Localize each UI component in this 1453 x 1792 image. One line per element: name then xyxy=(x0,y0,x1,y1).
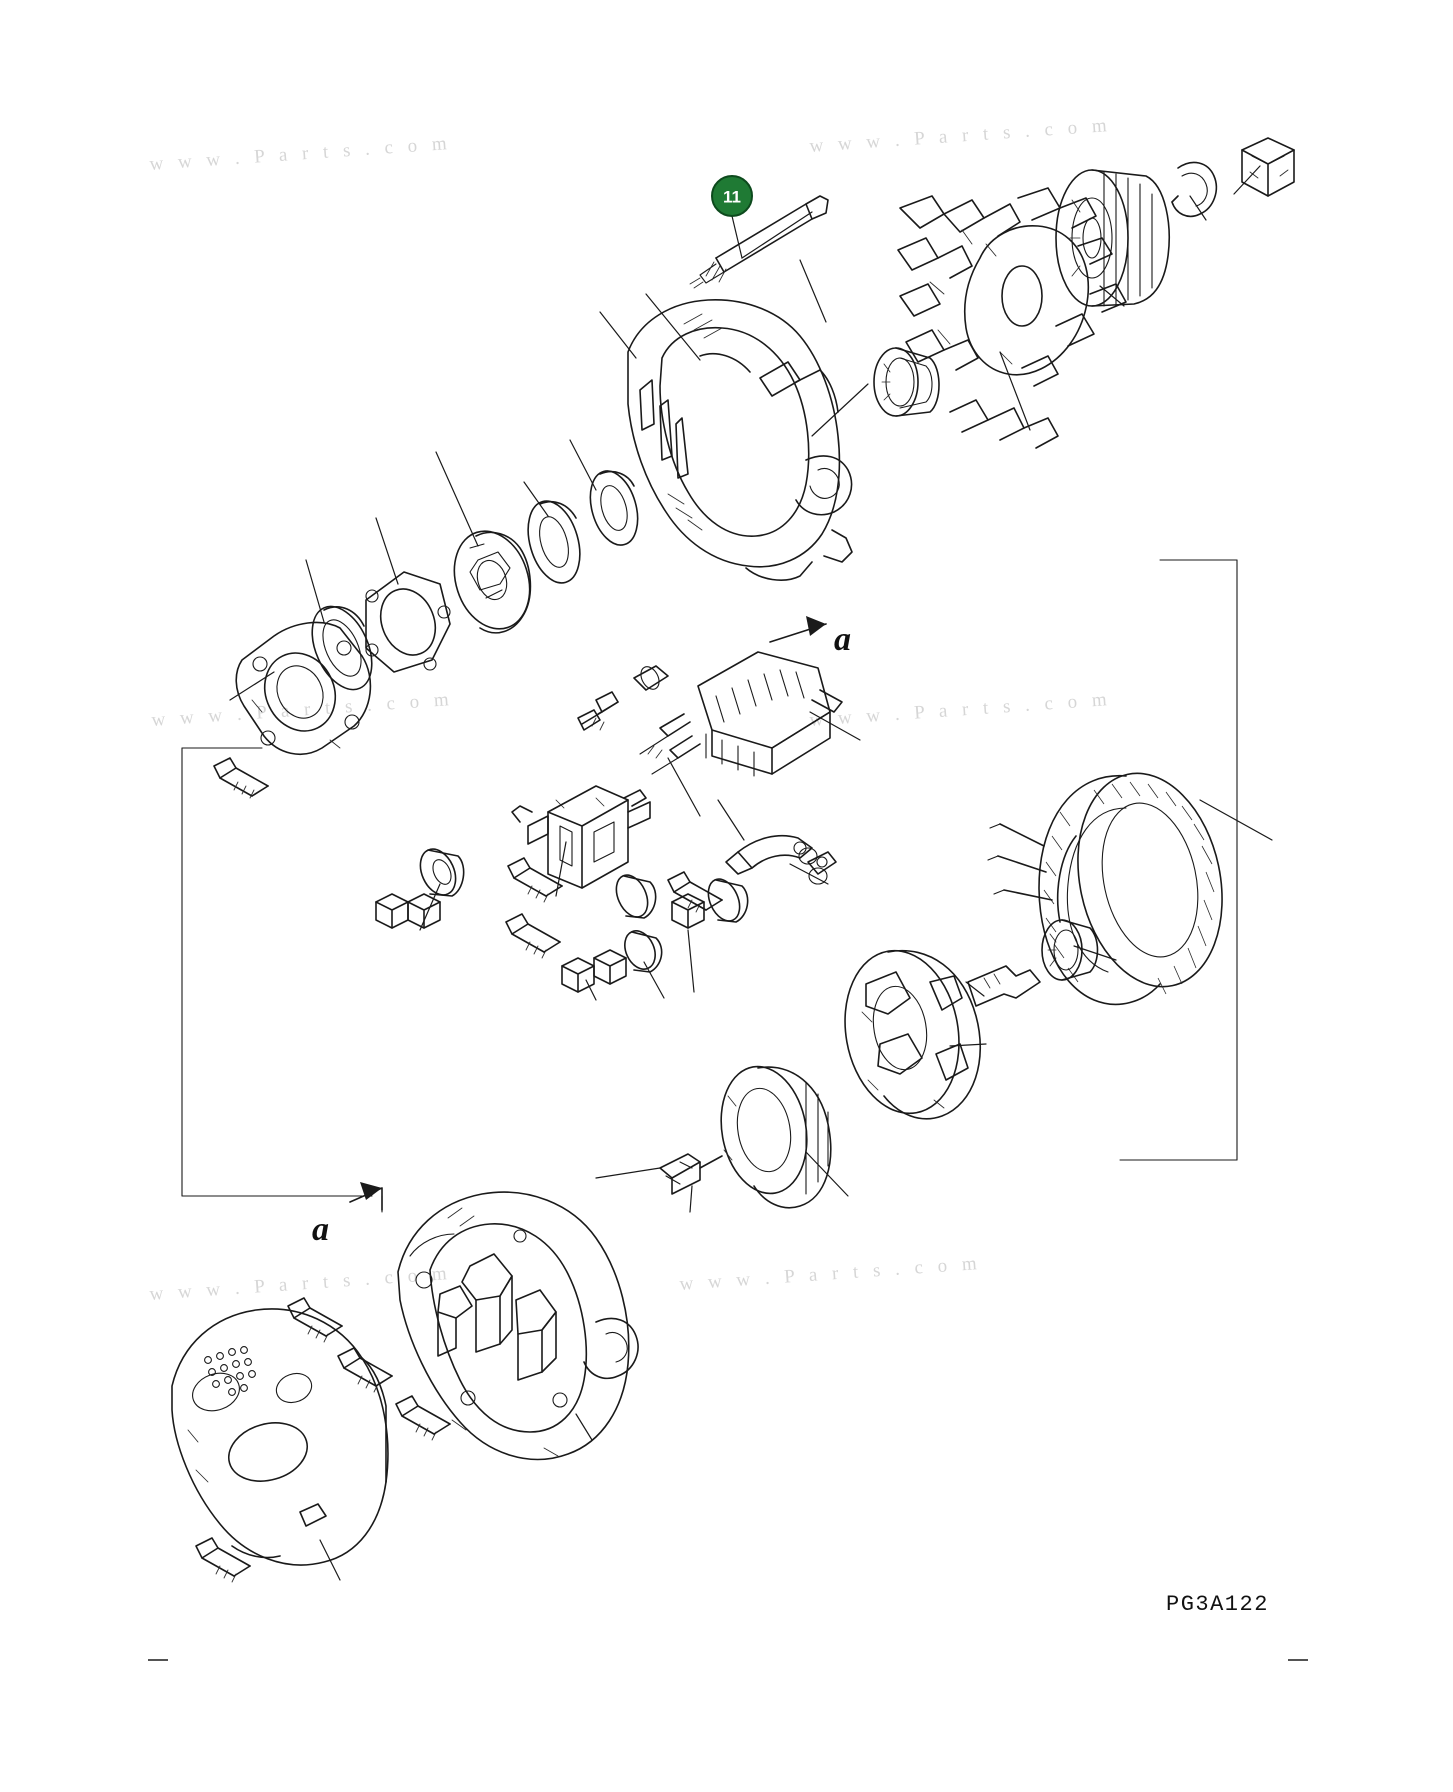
stator-assembly xyxy=(988,760,1241,1005)
figure-code: PG3A122 xyxy=(1166,1592,1269,1617)
drive-end-frame xyxy=(628,300,852,580)
section-label-a: a xyxy=(834,621,851,658)
through-bolt xyxy=(690,196,828,288)
section-label-a: a xyxy=(312,1211,329,1248)
watermark-text: w w w . P a r t s . c o m xyxy=(148,132,453,175)
plate-screws xyxy=(214,758,268,798)
slip-ring xyxy=(712,1060,831,1208)
leader-lines xyxy=(230,166,1272,1580)
brush-holder-assembly xyxy=(512,786,650,888)
lock-washer xyxy=(1172,162,1216,216)
rear-cover xyxy=(172,1309,388,1565)
pulley-nut xyxy=(1242,138,1294,196)
ball-bearing-front xyxy=(874,348,939,416)
rotor-assembly xyxy=(833,942,1040,1123)
callout-11[interactable] xyxy=(712,176,752,216)
washer-rings xyxy=(519,465,645,589)
section-marker-lower xyxy=(312,1182,382,1248)
bearing-retainer-plate xyxy=(236,622,370,754)
spacer-ring xyxy=(366,572,450,672)
watermark-text: w w w . P a r t s . c o m xyxy=(148,1262,453,1305)
watermark-group xyxy=(149,115,1112,1305)
watermark-text: w w w . P a r t s . c o m xyxy=(150,688,455,731)
inner-fan-ring xyxy=(442,521,541,638)
watermark-text: w w w . P a r t s . c o m xyxy=(678,1252,983,1295)
section-marker-upper xyxy=(770,616,851,658)
callout-badge-label: 11 xyxy=(723,187,741,207)
watermark-text: w w w . P a r t s . c o m xyxy=(808,114,1113,157)
brush-set xyxy=(660,1154,722,1194)
vent-holes xyxy=(205,1347,256,1396)
rear-end-frame xyxy=(398,1192,638,1459)
watermark-text: w w w . P a r t s . c o m xyxy=(808,688,1113,731)
